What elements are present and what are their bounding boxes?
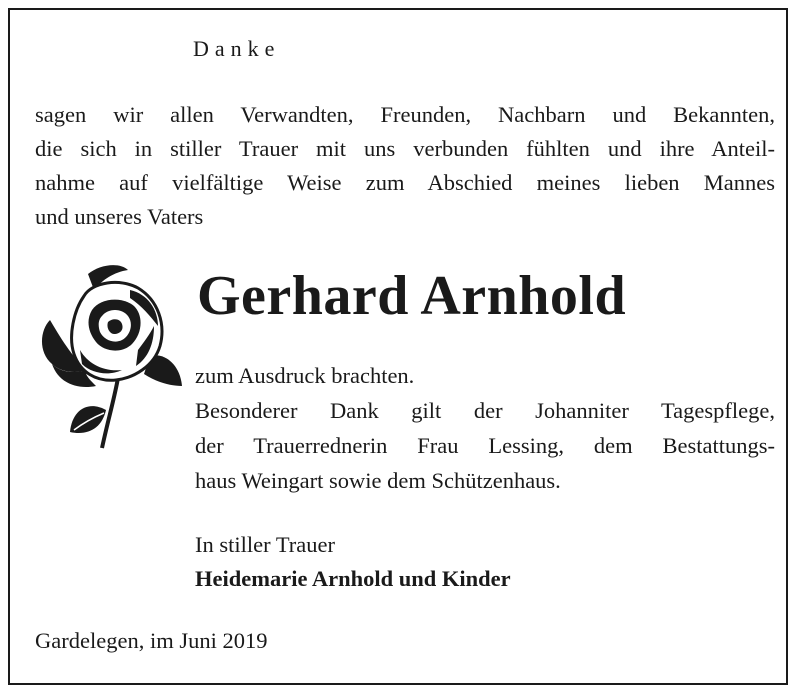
heading: Danke <box>193 36 281 61</box>
intro-line: nahme auf vielfältige Weise zum Abschied meines lieben Mannes <box>35 170 775 195</box>
body-line: zum Ausdruck brachten. <box>195 363 415 388</box>
body-line: der Trauerrednerin Frau Lessing, dem Bestattungs- <box>195 433 775 458</box>
obituary-notice <box>8 8 788 685</box>
closing-phrase: In stiller Trauer <box>195 532 335 557</box>
signature: Heidemarie Arnhold und Kinder <box>195 566 511 591</box>
body-paragraph <box>195 358 775 498</box>
intro-line: und unseres Vaters <box>35 204 204 229</box>
deceased-name: Gerhard Arnhold <box>197 265 627 327</box>
rose-icon <box>30 260 190 450</box>
body-line: haus Weingart sowie dem Schützenhaus. <box>195 468 561 493</box>
body-line: Besonderer Dank gilt der Johanniter Tagespflege, <box>195 398 775 423</box>
intro-line: die sich in stiller Trauer mit uns verbunden fühlten und ihre Anteil- <box>35 136 775 161</box>
intro-paragraph <box>35 98 775 234</box>
intro-line: sagen wir allen Verwandten, Freunden, Nachbarn und Bekannten, <box>35 102 775 127</box>
place-date: Gardelegen, im Juni 2019 <box>35 628 268 653</box>
closing-block <box>195 528 511 596</box>
